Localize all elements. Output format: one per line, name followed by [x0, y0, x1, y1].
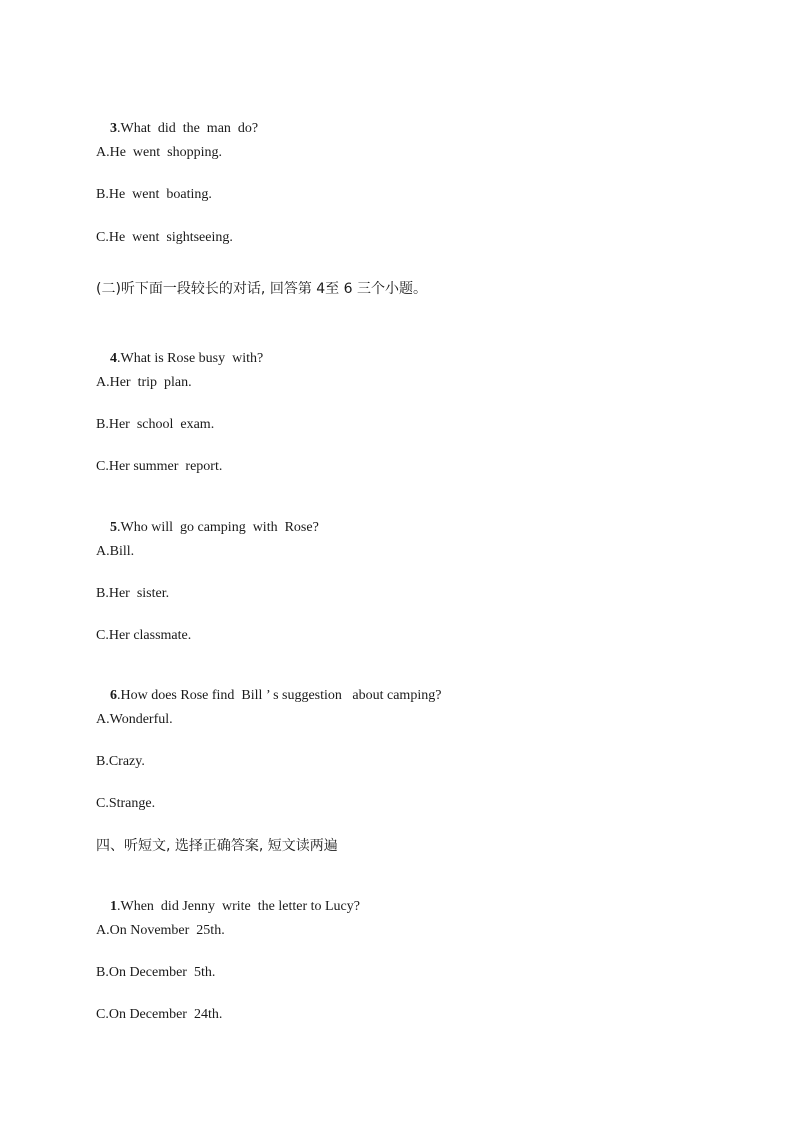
question-text: .What did the man do?	[117, 121, 259, 136]
option-c: C.On December 24th.	[96, 1007, 223, 1022]
question-text: .How does Rose find Bill ’ s suggestion about camping?	[117, 688, 442, 703]
question-number: 4	[110, 351, 117, 366]
option-c: C.Her classmate.	[96, 628, 192, 643]
section-heading: (二)听下面一段较长的对话, 回答第 4至 6 三个小题。	[96, 281, 427, 297]
option-b: B.On December 5th.	[96, 965, 216, 980]
question-number: 3	[110, 121, 117, 136]
option-a: A.Bill.	[96, 544, 135, 559]
option-b: B.Crazy.	[96, 754, 145, 769]
question-text: .When did Jenny write the letter to Lucy?	[117, 899, 360, 914]
option-b: B.Her sister.	[96, 586, 170, 601]
section-heading: 四、听短文, 选择正确答案, 短文读两遍	[96, 838, 338, 854]
question-number: 1	[110, 899, 117, 914]
option-a: A.Her trip plan.	[96, 375, 192, 390]
question-text: .What is Rose busy with?	[117, 351, 264, 366]
question-number: 6	[110, 688, 117, 703]
option-c: C.Her summer report.	[96, 459, 223, 474]
question-text: .Who will go camping with Rose?	[117, 520, 319, 535]
option-c: C.He went sightseeing.	[96, 230, 233, 245]
option-c: C.Strange.	[96, 796, 156, 811]
question-number: 5	[110, 520, 117, 535]
option-a: A.On November 25th.	[96, 923, 225, 938]
option-a: A.He went shopping.	[96, 145, 222, 160]
option-a: A.Wonderful.	[96, 712, 173, 727]
option-b: B.Her school exam.	[96, 417, 215, 432]
option-b: B.He went boating.	[96, 187, 212, 202]
